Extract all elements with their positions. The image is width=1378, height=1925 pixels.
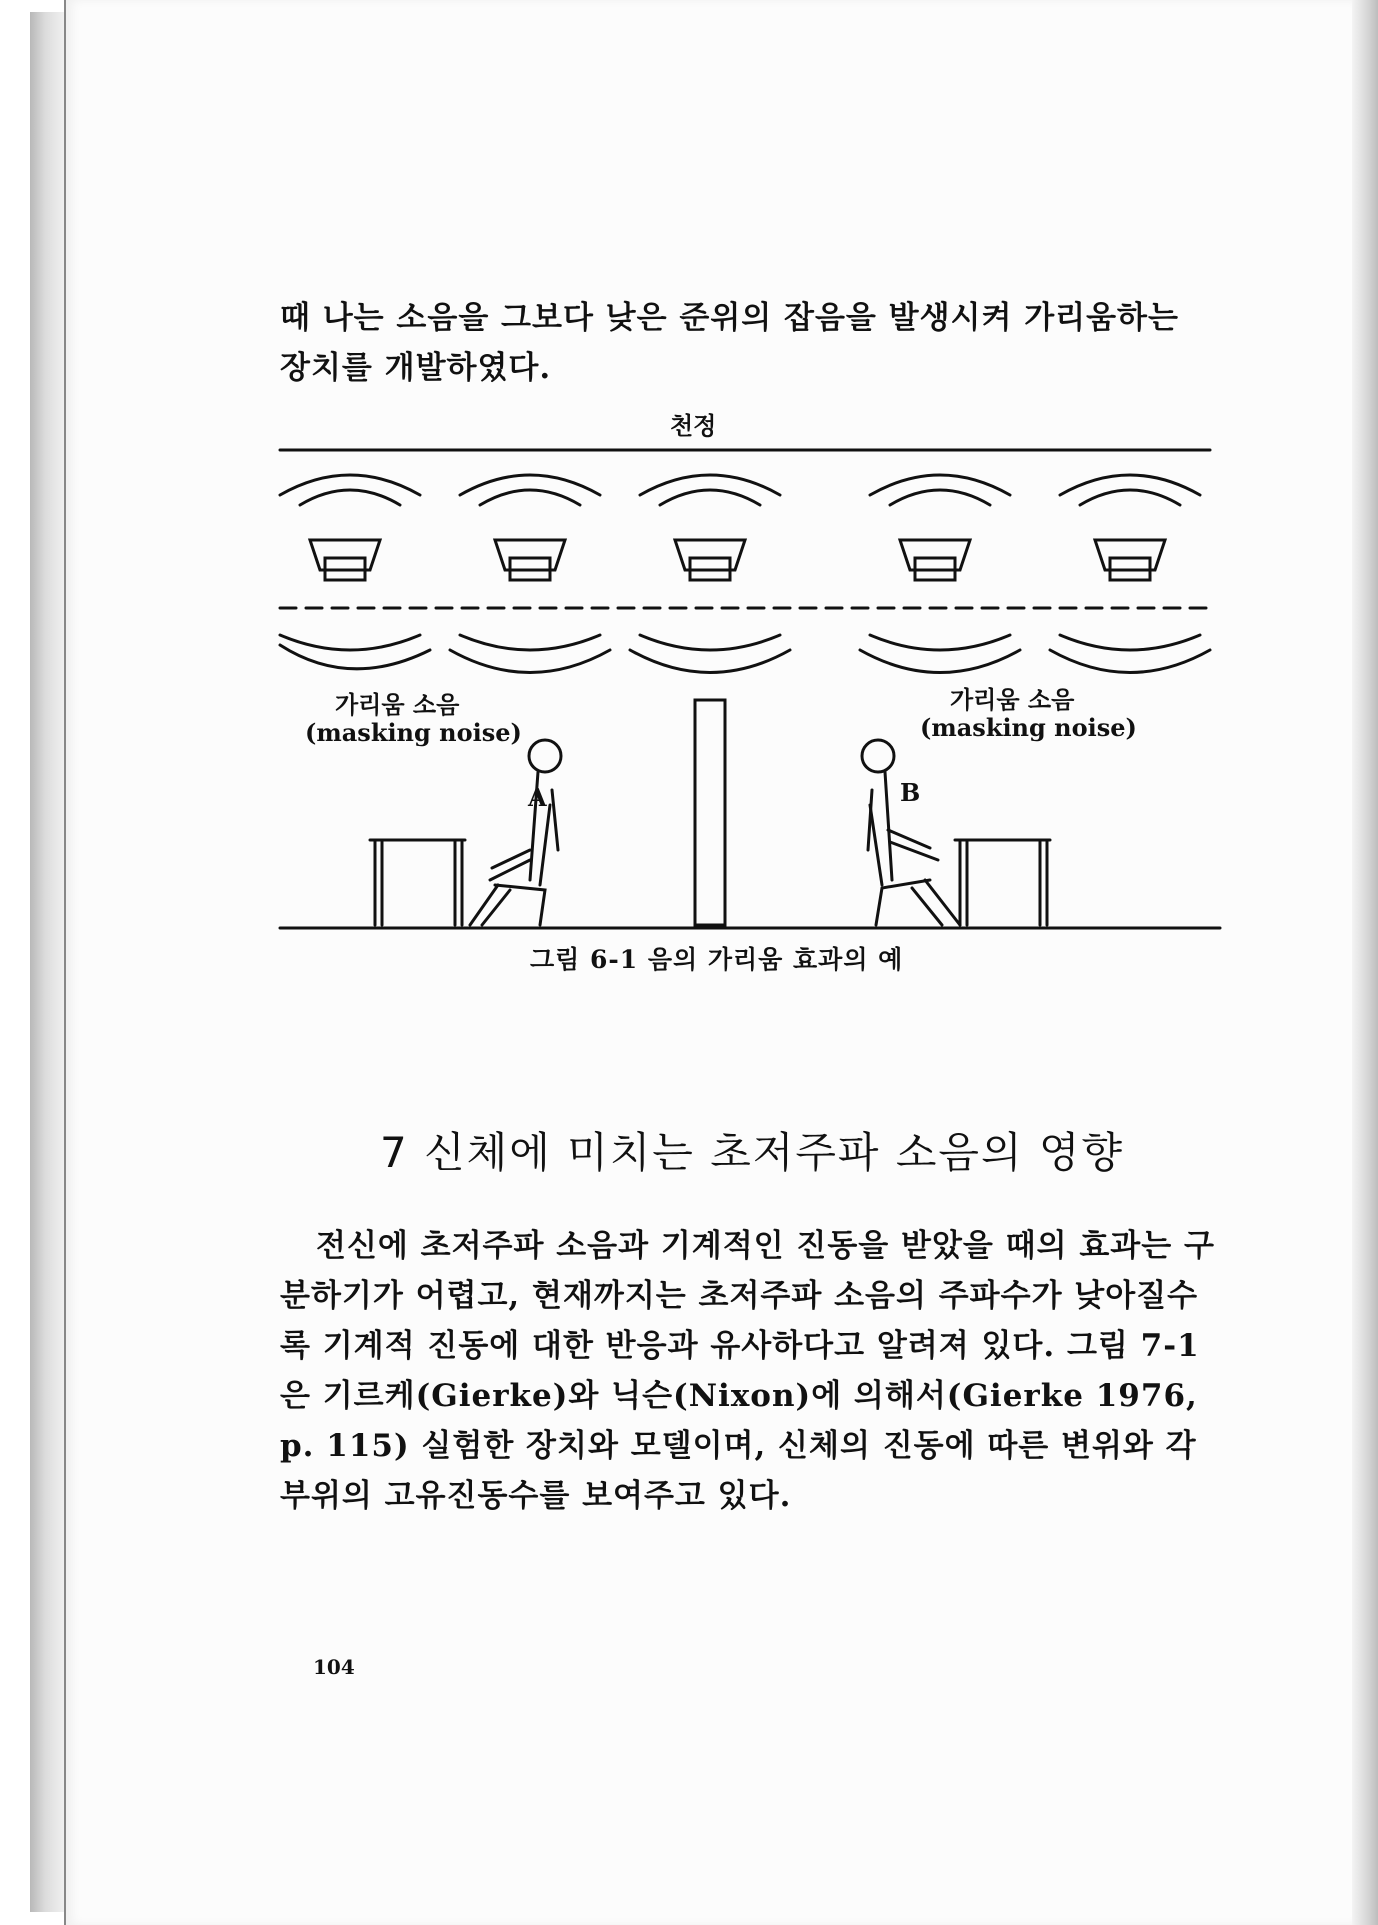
- wave-arc: [660, 490, 760, 505]
- speaker-icon: [495, 540, 565, 580]
- desk-right: [955, 840, 1050, 925]
- wave-arc: [280, 475, 420, 495]
- book-edge-right: [1352, 0, 1378, 1925]
- masking-noise-left-en: (masking noise): [305, 718, 522, 747]
- wave-arc: [890, 490, 990, 505]
- masking-noise-left-ko: 가리움 소음: [335, 690, 460, 719]
- wave-arc: [280, 635, 420, 650]
- wave-arc: [300, 490, 400, 505]
- wave-arc: [1080, 490, 1180, 505]
- speaker-icon: [900, 540, 970, 580]
- wave-arc: [870, 475, 1010, 495]
- person-b-figure: [862, 740, 960, 925]
- figure-caption: 그림 6-1 음의 가리움 효과의 예: [530, 945, 904, 974]
- intro-paragraph: 때 나는 소음을 그보다 낮은 준위의 잡음을 발생시켜 가리움하는 장치를 개발하였다.: [280, 300, 1179, 386]
- speaker-icon: [1095, 540, 1165, 580]
- wave-arc: [480, 490, 580, 505]
- section-title: 7 신체에 미치는 초저주파 소음의 영향: [380, 1127, 1125, 1177]
- body-paragraph: 전신에 초저주파 소음과 기계적인 진동을 받았을 때의 효과는 구분하기가 어렵고, 현재까지는 초저주파 소음의 주파수가 낮아질수록 기계적 진동에 대한 반응과 유사하다고 알려져 있다. 그림 7-1은 기르케(Gierke)와 닉슨(Nixon)에 의해서(Gierke 1976, p. 115) 실험한 장치와 모델이며, 신체의 진동에 따른 변위와 각 부위의 고유진동수를 보여주고 있다.: [280, 1228, 1215, 1514]
- wave-arc: [1060, 475, 1200, 495]
- speaker-icon: [310, 540, 380, 580]
- wave-arc: [640, 635, 780, 650]
- wave-arc: [1050, 650, 1210, 673]
- book-edge-left: [30, 12, 65, 1912]
- wave-arc: [460, 475, 600, 495]
- page-number: 104: [313, 1655, 355, 1679]
- person-a-label: A: [528, 783, 547, 812]
- masking-figure: [270, 410, 1230, 990]
- wave-arc: [860, 650, 1020, 673]
- masking-noise-right-ko: 가리움 소음: [950, 685, 1075, 714]
- wave-arc: [460, 635, 600, 650]
- speaker-icon: [675, 540, 745, 580]
- wave-arc: [630, 650, 790, 673]
- person-b-label: B: [900, 778, 921, 807]
- ceiling-label: 천정: [670, 411, 717, 440]
- wave-arc: [870, 635, 1010, 650]
- masking-noise-right-en: (masking noise): [920, 713, 1137, 742]
- partition-wall: [695, 700, 725, 925]
- desk-left: [370, 840, 465, 925]
- wave-arc: [1060, 635, 1200, 650]
- wave-arc: [450, 650, 610, 673]
- wave-arc: [640, 475, 780, 495]
- person-a-figure: [470, 740, 561, 925]
